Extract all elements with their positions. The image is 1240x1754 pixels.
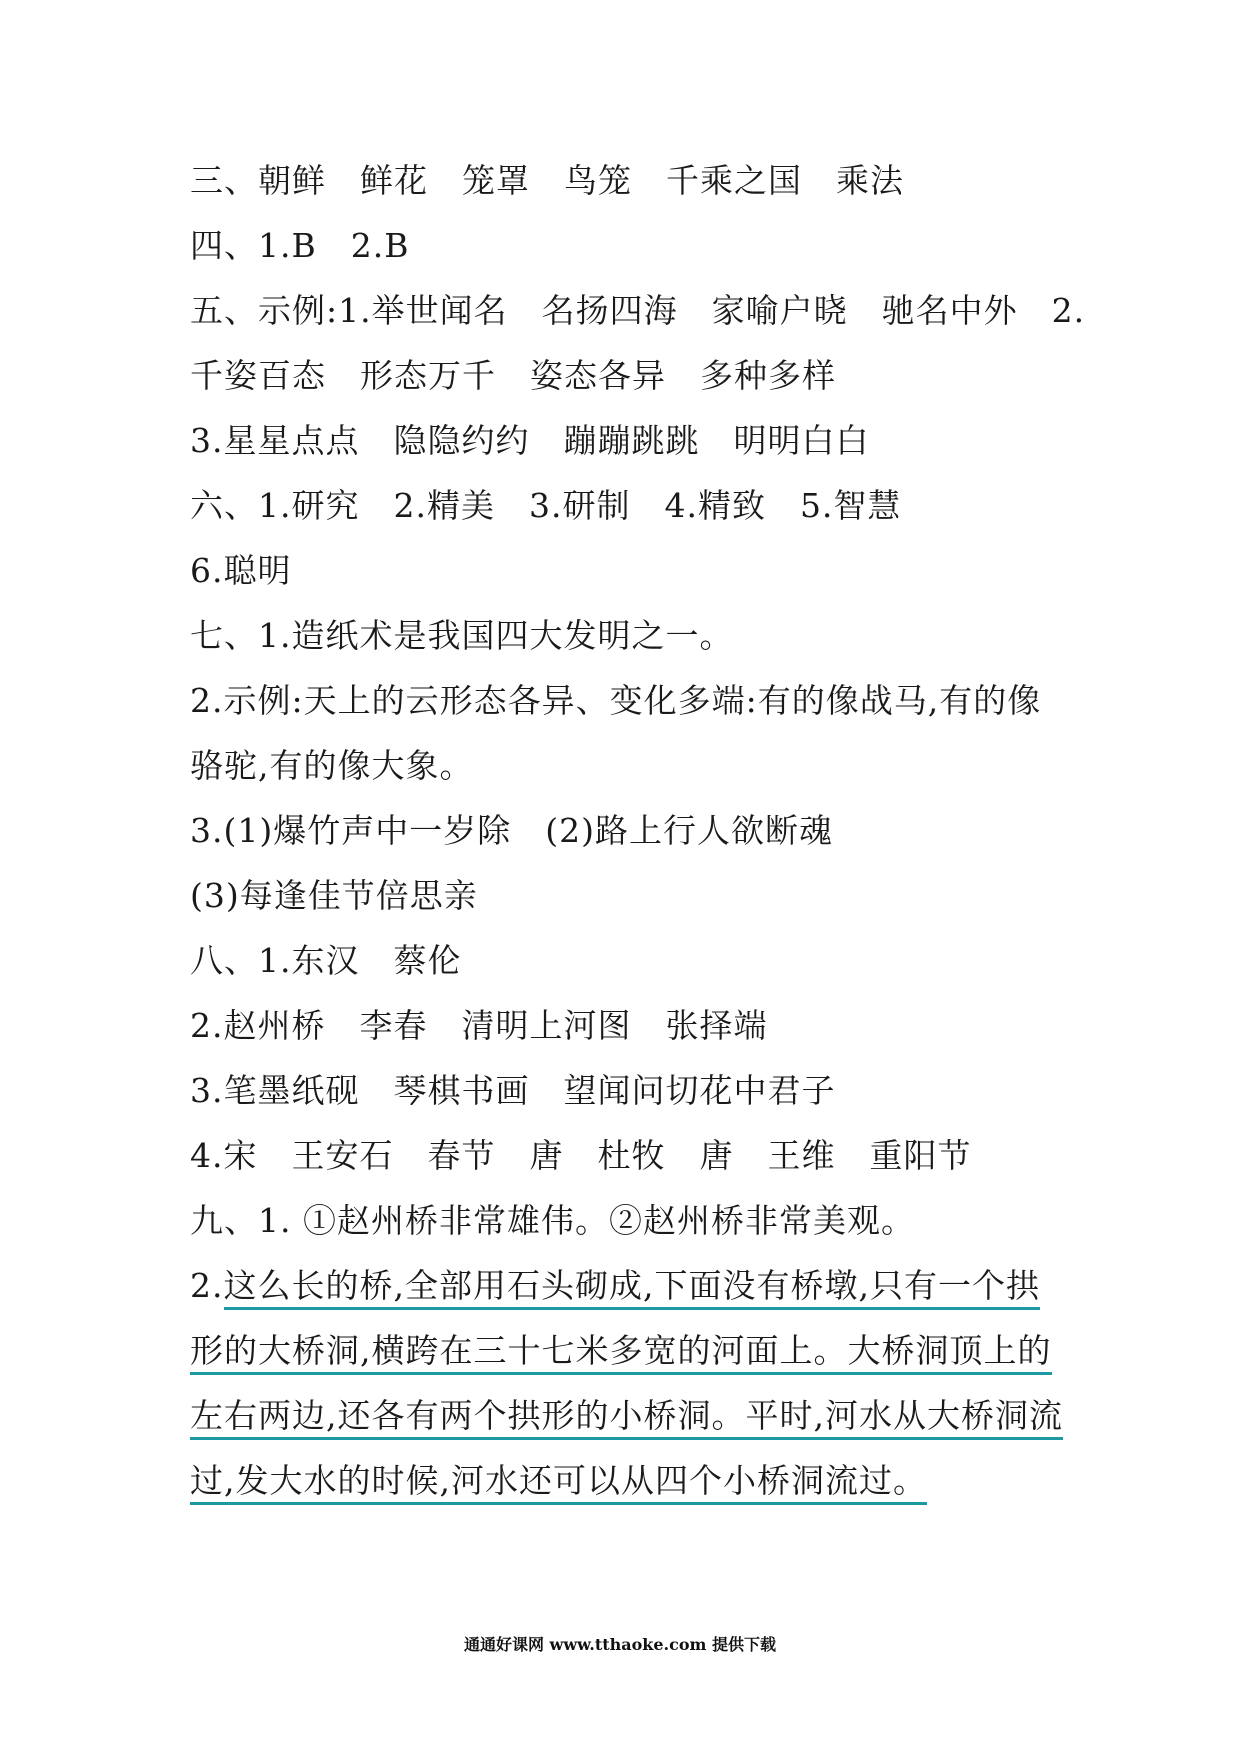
answer-line-9-2-prefix: 2. bbox=[190, 1266, 224, 1305]
answer-line-7-2-cont: 骆驼,有的像大象。 bbox=[190, 746, 474, 785]
answer-line-5: 五、示例:1.举世闻名 名扬四海 家喻户晓 驰名中外 2. bbox=[190, 291, 1086, 330]
answer-line-9-2-cont-2 bbox=[190, 1383, 1070, 1448]
footer-source: 通通好课网 www.tthaoke.com 提供下载 bbox=[463, 1635, 777, 1654]
answer-line-3: 三、朝鲜 鲜花 笼罩 鸟笼 千乘之国 乘法 bbox=[190, 161, 904, 200]
answer-line-4: 四、1.B 2.B bbox=[190, 226, 410, 265]
underlined-text: 这么长的桥,全部用石头砌成,下面没有桥墩,只有一个拱 bbox=[224, 1266, 1040, 1310]
answer-list bbox=[190, 148, 1086, 1513]
answer-line-5-cont: 千姿百态 形态万千 姿态各异 多种多样 bbox=[190, 356, 836, 395]
answer-line-9-2-cont-1 bbox=[190, 1318, 1070, 1383]
answer-line-9-2 bbox=[190, 1253, 1070, 1318]
answer-line-9-2-cont-3 bbox=[190, 1448, 1070, 1513]
answer-line-7-2: 2.示例:天上的云形态各异、变化多端:有的像战马,有的像 bbox=[190, 681, 1042, 720]
underlined-text: 形的大桥洞,横跨在三十七米多宽的河面上。大桥洞顶上的 bbox=[190, 1331, 1052, 1375]
answer-line-8-2: 2.赵州桥 李春 清明上河图 张择端 bbox=[190, 1006, 768, 1045]
answer-line-8-3: 3.笔墨纸砚 琴棋书画 望闻问切花中君子 bbox=[190, 1071, 836, 1110]
answer-line-6: 六、1.研究 2.精美 3.研制 4.精致 5.智慧 bbox=[190, 486, 902, 525]
answer-line-8: 八、1.东汉 蔡伦 bbox=[190, 941, 462, 980]
answer-line-8-4: 4.宋 王安石 春节 唐 杜牧 唐 王维 重阳节 bbox=[190, 1136, 972, 1175]
answer-line-7: 七、1.造纸术是我国四大发明之一。 bbox=[190, 616, 734, 655]
answer-line-5-3: 3.星星点点 隐隐约约 蹦蹦跳跳 明明白白 bbox=[190, 421, 870, 460]
underlined-text: 过,发大水的时候,河水还可以从四个小桥洞流过。 bbox=[190, 1461, 927, 1505]
answer-line-6-cont: 6.聪明 bbox=[190, 551, 292, 590]
answer-line-9: 九、1. ①赵州桥非常雄伟。②赵州桥非常美观。 bbox=[190, 1201, 915, 1240]
underlined-text: 左右两边,还各有两个拱形的小桥洞。平时,河水从大桥洞流 bbox=[190, 1396, 1063, 1440]
answer-line-7-3-cont: (3)每逢佳节倍思亲 bbox=[190, 876, 478, 915]
answer-line-7-3: 3.(1)爆竹声中一岁除 (2)路上行人欲断魂 bbox=[190, 811, 833, 850]
